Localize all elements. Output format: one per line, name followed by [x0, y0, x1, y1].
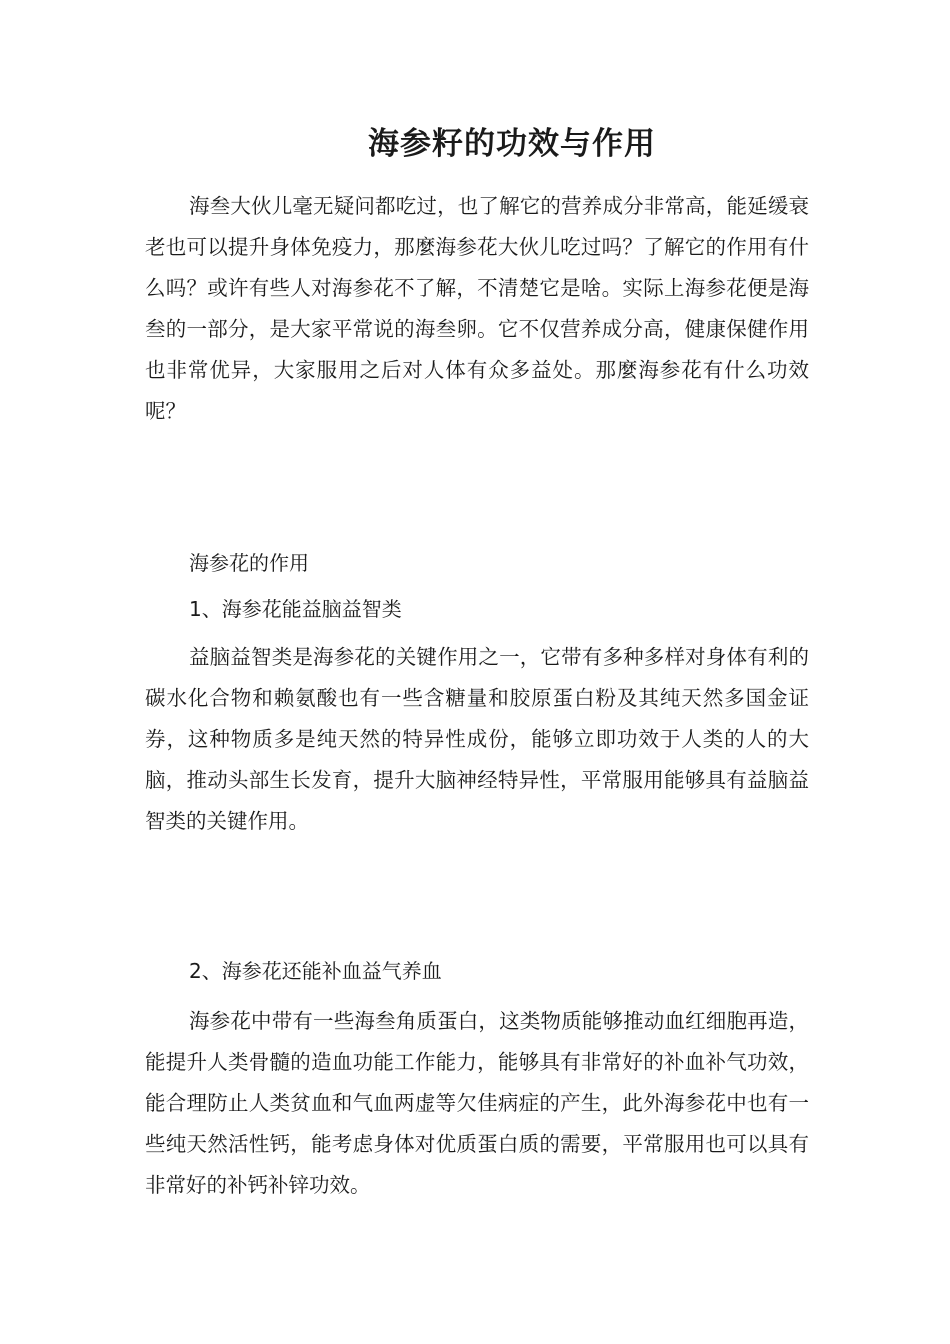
item2-heading: 2、海参花还能补血益气养血 [189, 959, 442, 983]
intro-paragraph: 海叁大伙儿毫无疑问都吃过，也了解它的营养成分非常高，能延缓衰老也可以提升身体免疫力，那麼海参花大伙儿吃过吗？了解它的作用有什么吗？或许有些人对海参花不了解，不清楚它是啥。实际上海参花便是海叁的一部分，是大家平常说的海叁卵。它不仅营养成分高，健康保健作用也非常优异，大家服用之后对人体有众多益处。那麼海参花有什么功效呢？ [145, 194, 809, 423]
section-heading: 海参花的作用 [189, 551, 309, 575]
item2-paragraph: 海参花中带有一些海叁角质蛋白，这类物质能够推动血红细胞再造，能提升人类骨髓的造血功能工作能力，能够具有非常好的补血补气功效，能合理防止人类贫血和气血两虚等欠佳病症的产生，此外海参花中也有一些纯天然活性钙，能考虑身体对优质蛋白质的需要，平常服用也可以具有非常好的补钙补锌功效。 [145, 1009, 809, 1197]
document-title: 海参籽的功效与作用 [368, 126, 656, 162]
item1-paragraph: 益脑益智类是海参花的关键作用之一，它带有多种多样对身体有利的碳水化合物和赖氨酸也有一些含糖量和胶原蛋白粉及其纯天然多国金证券，这种物质多是纯天然的特异性成份，能够立即功效于人类的人的大脑，推动头部生长发育，提升大脑神经特异性，平常服用能够具有益脑益智类的关键作用。 [145, 645, 809, 833]
item1-heading: 1、海参花能益脑益智类 [189, 597, 402, 621]
